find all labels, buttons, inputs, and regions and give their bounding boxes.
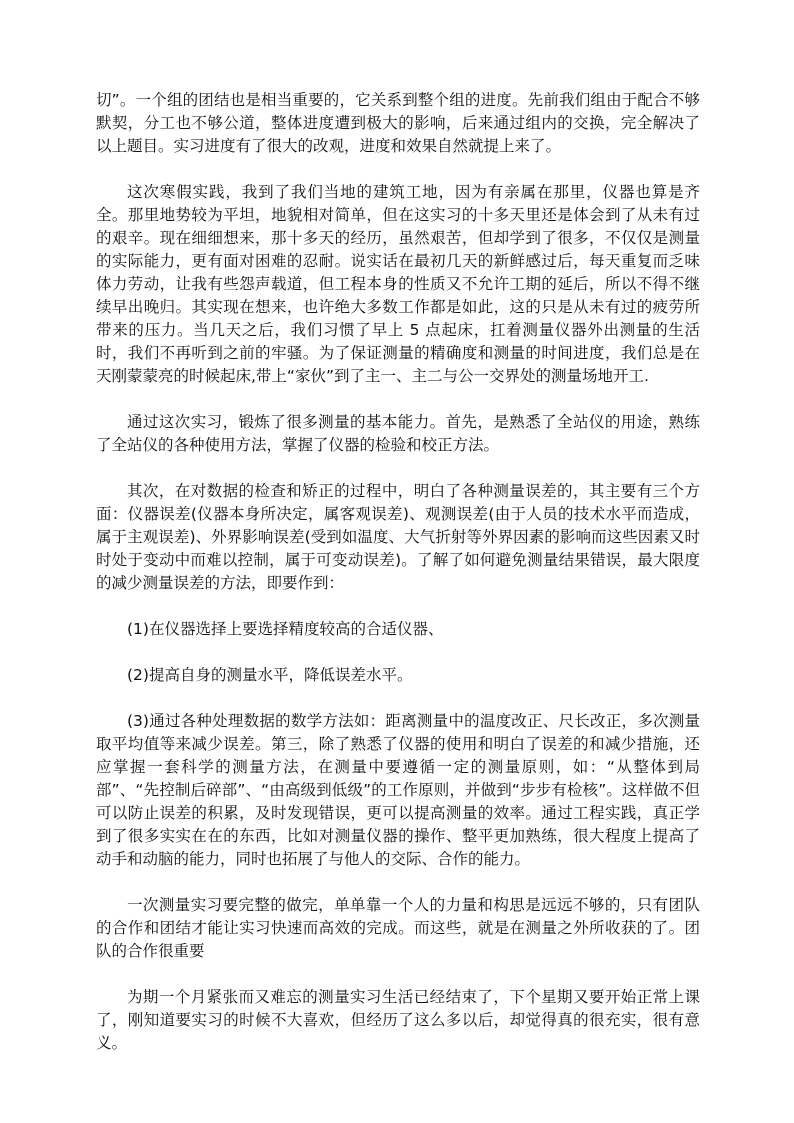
paragraph-7: (3)通过各种处理数据的数学方法如：距离测量中的温度改正、尺长改正，多次测量取平均值等来减少误差。第三，除了熟悉了仪器的使用和明白了误差的和减少措施，还应掌握一套科学的测量方法，在测量中要遵循一定的测量原则，如：“从整体到局部”、“先控制后碎部”、“由高级到低级”的工作原则，并做到“步步有检核”。这样做不但可以防止误差的积累，及时发现错误，更可以提高测量的效率。通过工程实践，真正学到了很多实实在在的东西，比如对测量仪器的操作、整平更加熟练，很大程度上提高了动手和动脑的能力，同时也拓展了与他人的交际、合作的能力。 [96,712,700,868]
document-body [96,89,700,1078]
paragraph-8: 一次测量实习要完整的做完，单单靠一个人的力量和构思是远远不够的，只有团队的合作和团结才能让实习快速而高效的完成。而这些，就是在测量之外所收获的了。团队的合作很重要 [96,896,700,960]
paragraph-6: (2)提高自身的测量水平，降低误差水平。 [127,666,413,684]
paragraph-4: 其次，在对数据的检查和矫正的过程中，明白了各种测量误差的，其主要有三个方面：仪器误差(仪器本身所决定，属客观误差)、观测误差(由于人员的技术水平而造成，属于主观误差)、外界影响误差(受到如温度、大气折射等外界因素的影响而这些因素又时时处于变动中而难以控制，属于可变动误差)。了解了如何避免测量结果错误，最大限度的减少测量误差的方法，即要作到： [96,482,700,592]
paragraph-2: 这次寒假实践，我到了我们当地的建筑工地，因为有亲属在那里，仪器也算是齐全。那里地势较为平坦，地貌相对简单，但在这实习的十多天里还是体会到了从未有过的艰辛。现在细细想来，那十多天的经历，虽然艰苦，但却学到了很多，不仅仅是测量的实际能力，更有面对困难的忍耐。说实话在最初几天的新鲜感过后，每天重复而乏味体力劳动，让我有些怨声载道，但工程本身的性质又不允许工期的延后，所以不得不继续早出晚归。其实现在想来，也许绝大多数工作都是如此，这的只是从未有过的疲劳所带来的压力。当几天之后，我们习惯了早上 5 点起床，扛着测量仪器外出测量的生活时，我们不再听到之前的牢骚。为了保证测量的精确度和测量的时间进度，我们总是在天刚蒙蒙亮的时候起床,带上“家伙”到了主一、主二与公一交界处的测量场地开工. [96,183,700,385]
paragraph-9: 为期一个月紧张而又难忘的测量实习生活已经结束了，下个星期又要开始正常上课了，刚知道要实习的时候不大喜欢，但经历了这么多以后，却觉得真的很充实，很有意义。 [96,988,700,1052]
paragraph-1: 切”。一个组的团结也是相当重要的，它关系到整个组的进度。先前我们组由于配合不够默契，分工也不够公道，整体进度遭到极大的影响，后来通过组内的交换，完全解决了以上题目。实习进度有了很大的改观，进度和效果自然就提上来了。 [96,91,700,155]
paragraph-5: (1)在仪器选择上要选择精度较高的合适仪器、 [127,620,444,638]
paragraph-3: 通过这次实习，锻炼了很多测量的基本能力。首先，是熟悉了全站仪的用途，熟练了全站仪的各种使用方法，掌握了仪器的检验和校正方法。 [96,413,700,454]
